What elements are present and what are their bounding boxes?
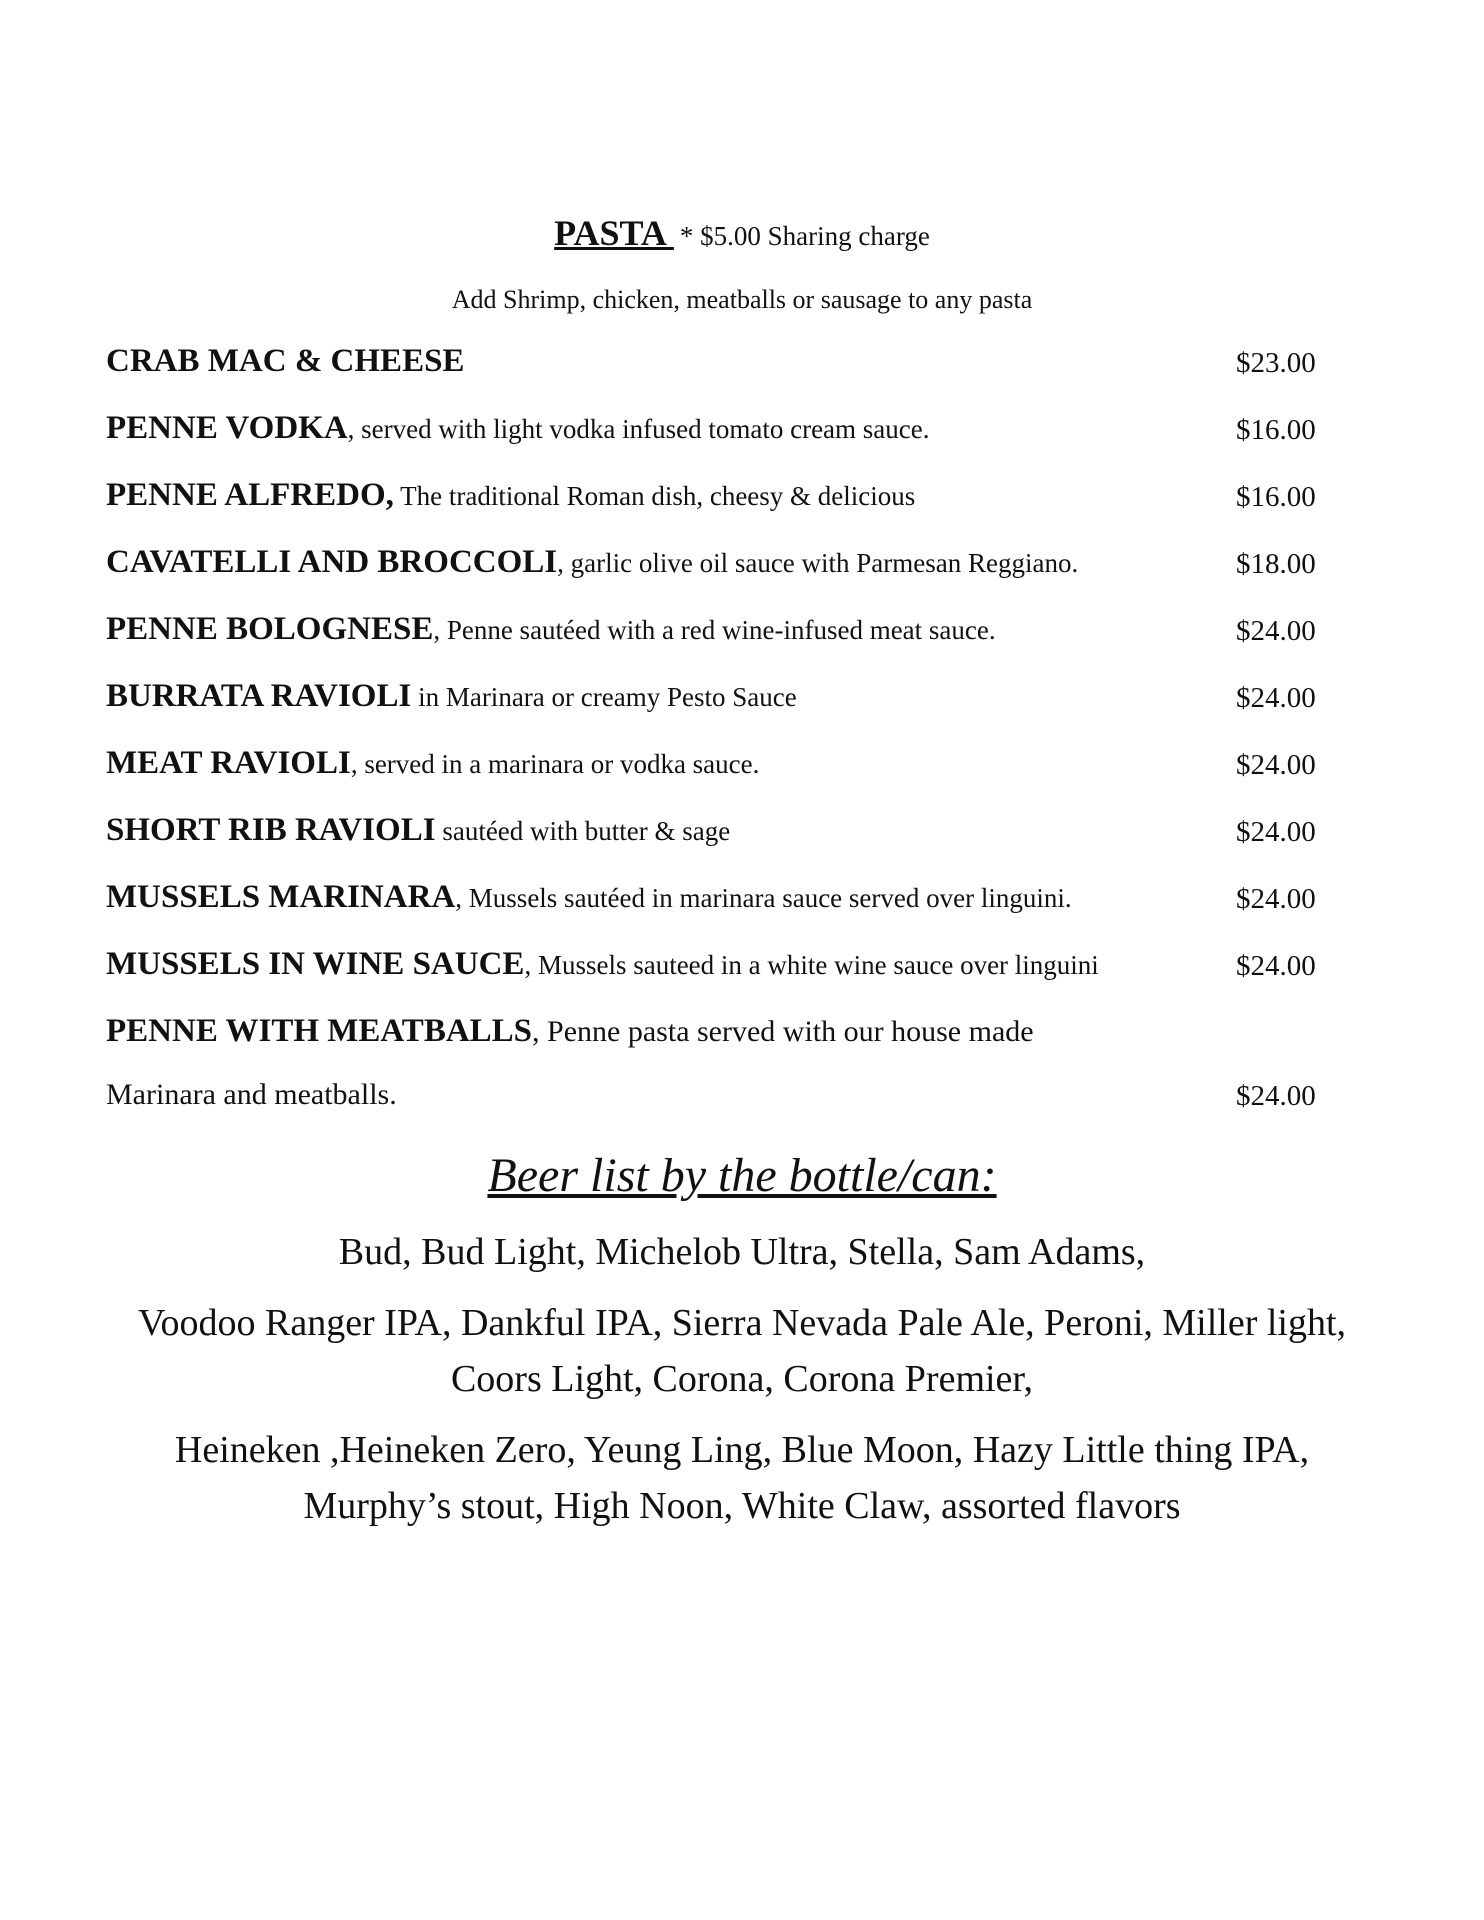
item-name: PENNE ALFREDO, [106,477,394,513]
item-name: MUSSELS MARINARA [106,879,456,915]
item-description: , Mussels sauteed in a white wine sauce over linguini [524,950,1099,980]
item-name: MUSSELS IN WINE SAUCE [106,946,525,982]
item-description: , Mussels sautéed in marinara sauce served over linguini. [455,883,1072,913]
menu-item-continuation [106,1078,1336,1122]
menu-item [106,410,1336,454]
menu-item [106,343,1336,387]
item-description: , garlic olive oil sauce with Parmesan Reggiano. [557,548,1079,578]
menu-item [106,1013,1336,1057]
beer-list-line: Heineken ,Heineken Zero, Yeung Ling, Blue Moon, Hazy Little thing IPA, Murphy’s stout, High Noon, White Claw, assorted flavors [174,1429,1310,1527]
item-price: $24.00 [1236,950,1316,982]
item-description: , Penne pasta served with our house made [532,1015,1034,1048]
pasta-addons-note: Add Shrimp, chicken, meatballs or sausage to any pasta [451,285,1033,314]
beer-list-line: Voodoo Ranger IPA, Dankful IPA, Sierra Nevada Pale Ale, Peroni, Miller light, Coors Light, Corona, Corona Premier, [137,1302,1347,1400]
item-price: $24.00 [1236,816,1316,848]
menu-item [106,477,1336,521]
menu-item [106,611,1336,655]
item-price: $16.00 [1236,481,1316,513]
item-description: , Penne sautéed with a red wine-infused meat sauce. [433,615,996,645]
menu-item [106,946,1336,990]
sharing-charge-note: * $5.00 Sharing charge [679,221,930,251]
section-title: PASTA [554,213,674,253]
beer-list-line: Bud, Bud Light, Michelob Ultra, Stella, Sam Adams, [338,1231,1146,1273]
item-name: PENNE VODKA [106,410,348,446]
item-description: , served with light vodka infused tomato cream sauce. [347,414,930,444]
pasta-header [0,212,1484,254]
item-price: $24.00 [1236,883,1316,915]
item-name: PENNE WITH MEATBALLS [106,1013,533,1049]
item-price: $24.00 [1236,749,1316,781]
item-description-continued: Marinara and meatballs. [106,1078,397,1111]
item-description: The traditional Roman dish, cheesy & delicious [393,481,916,511]
menu-item [106,544,1336,588]
item-description: in Marinara or creamy Pesto Sauce [411,682,797,712]
menu-item [106,812,1336,856]
item-price: $23.00 [1236,347,1316,379]
item-description: , served in a marinara or vodka sauce. [350,749,760,779]
item-price: $18.00 [1236,548,1316,580]
item-name: PENNE BOLOGNESE [106,611,434,647]
item-price: $24.00 [1236,615,1316,647]
item-description: sautéed with butter & sage [435,816,731,846]
item-name: CAVATELLI AND BROCCOLI [106,544,558,580]
item-price: $24.00 [1236,1080,1316,1112]
item-price: $24.00 [1236,682,1316,714]
menu-item [106,745,1336,789]
item-name: MEAT RAVIOLI [106,745,351,781]
item-name: BURRATA RAVIOLI [106,678,412,714]
menu-item [106,879,1336,923]
item-name: CRAB MAC & CHEESE [106,343,465,379]
menu-item [106,678,1336,722]
item-price: $16.00 [1236,414,1316,446]
item-name: SHORT RIB RAVIOLI [106,812,436,848]
beer-list-title: Beer list by the bottle/can: [487,1149,997,1202]
